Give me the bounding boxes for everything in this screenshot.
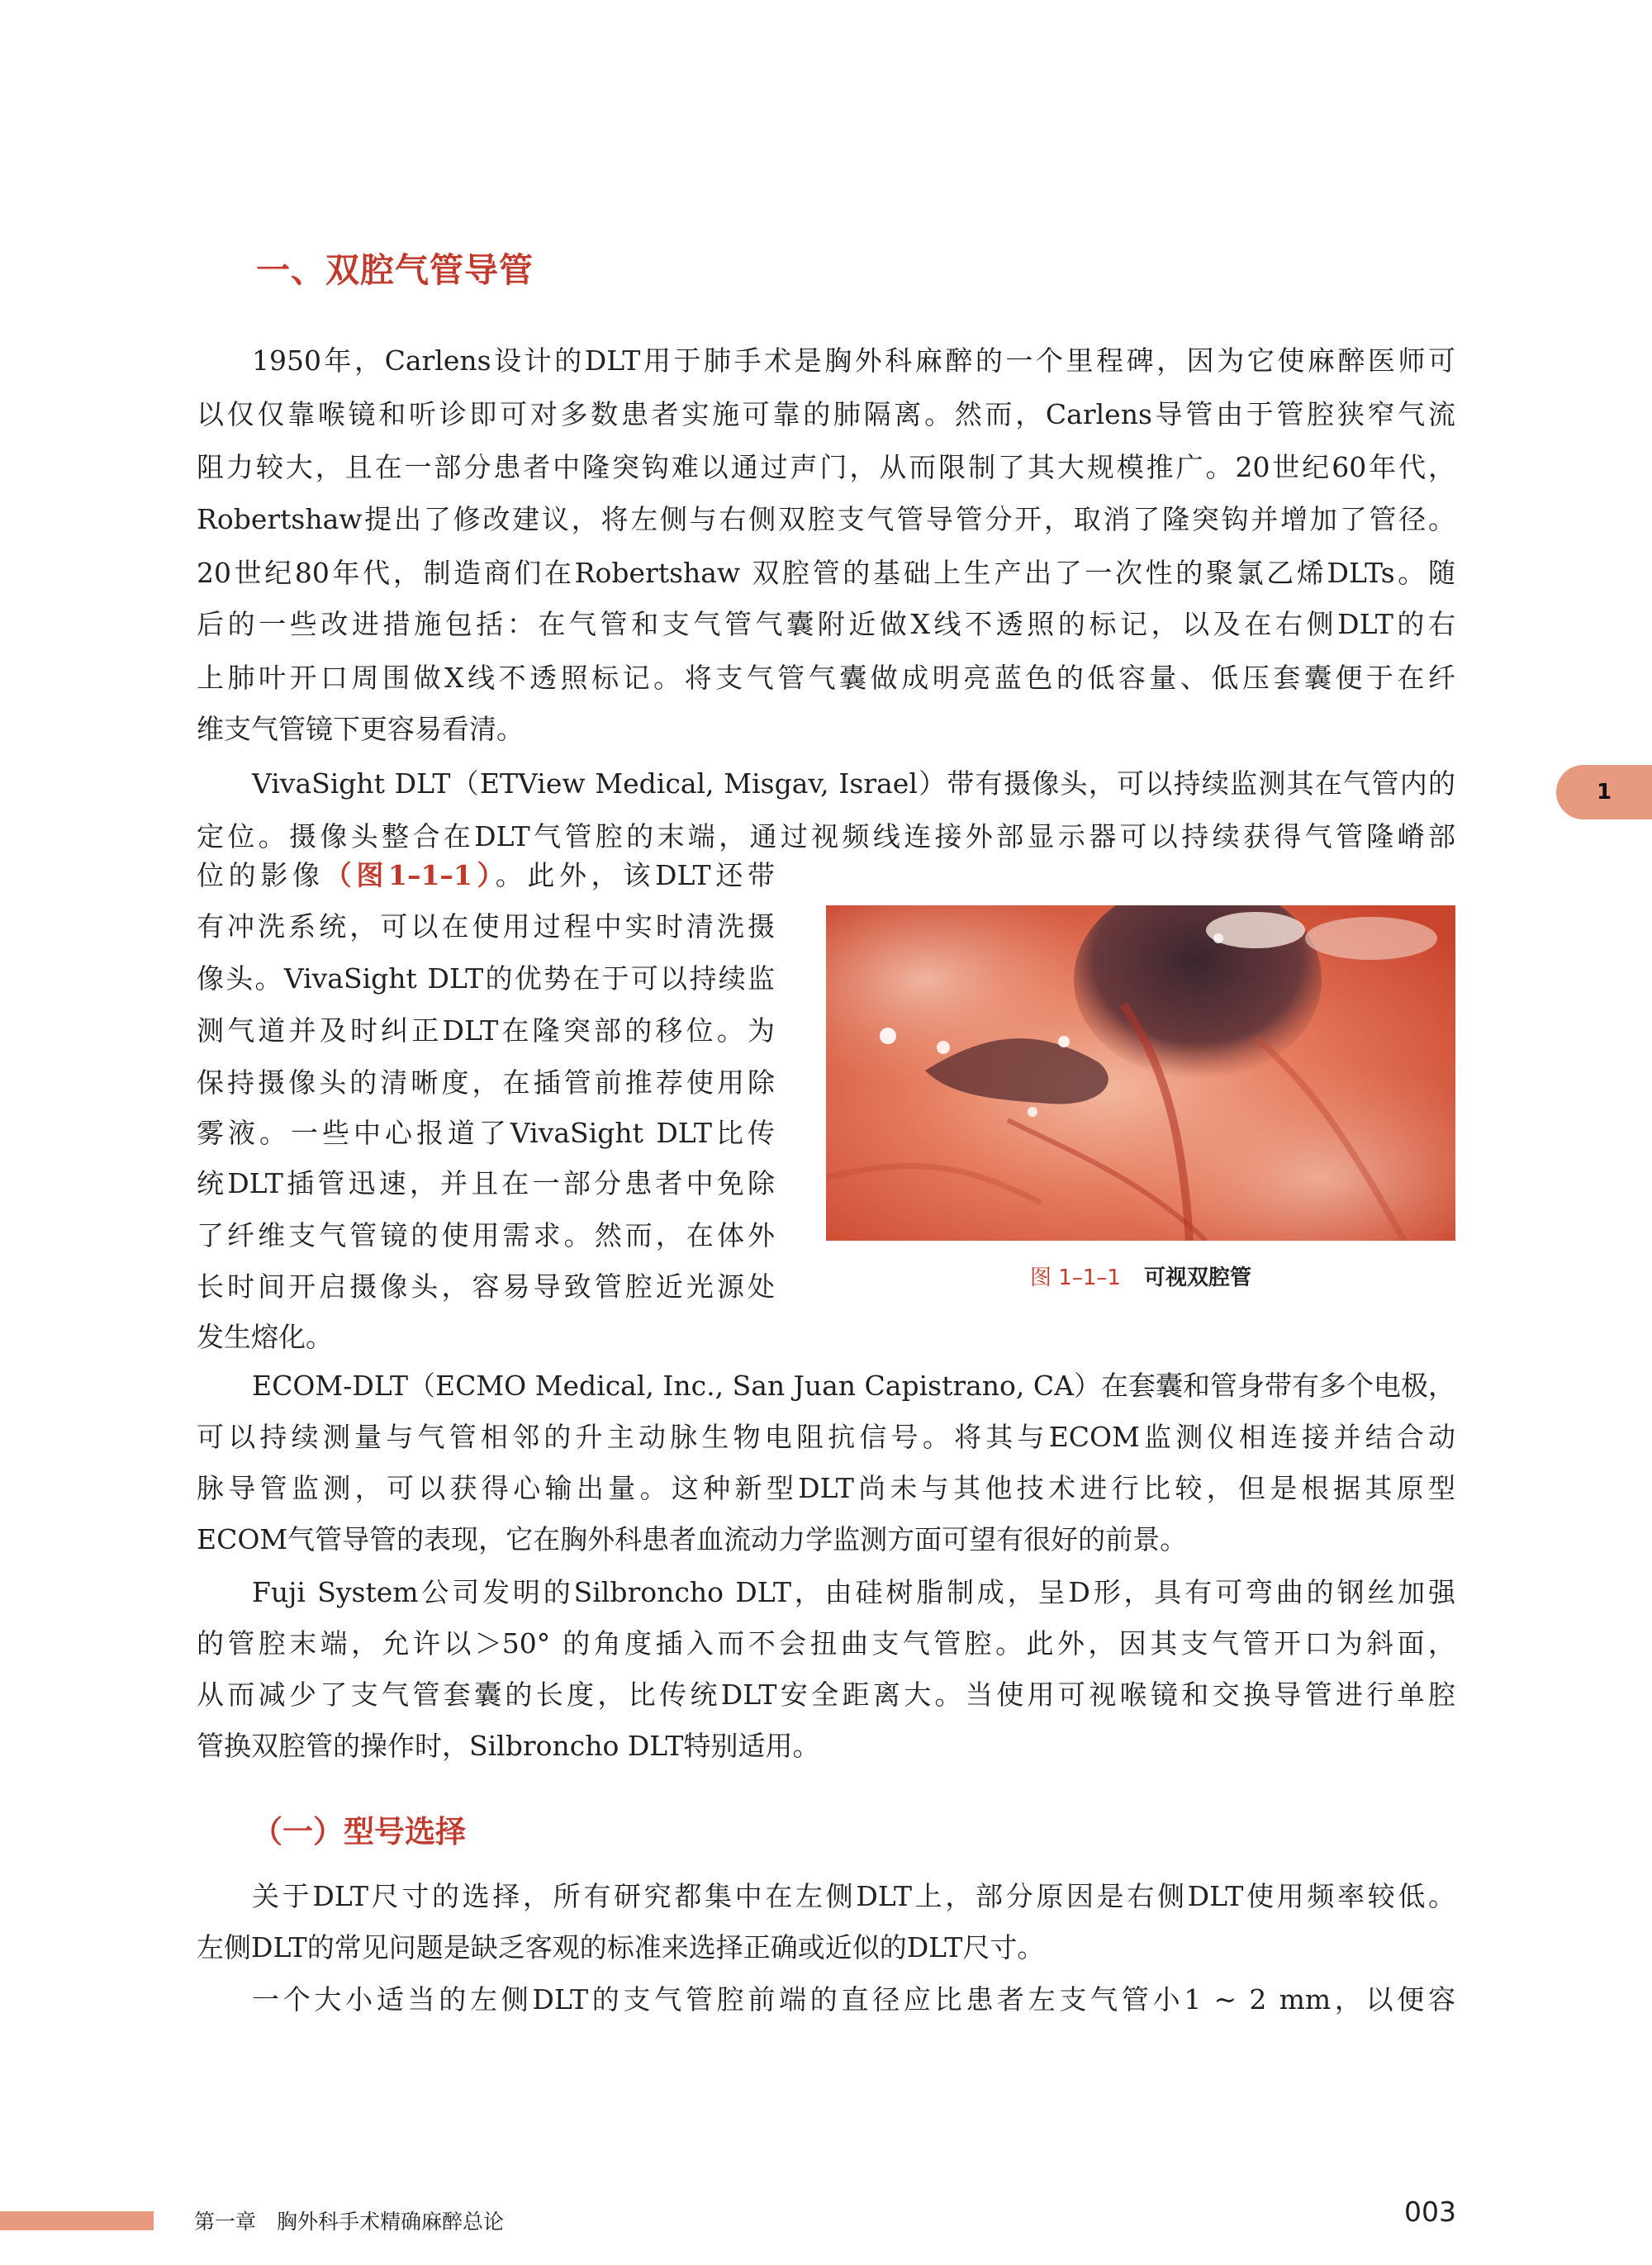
paragraph-line: 测气道并及时纠正DLT在隆突部的移位。为 (197, 1014, 775, 1047)
page-number: 003 (1404, 2196, 1456, 2228)
figure-number: 图 1–1–1 (1030, 1265, 1121, 1290)
paragraph-line: 后的一些改进措施包括：在气管和支气管气囊附近做X线不透照的标记，以及在右侧DLT的右 (197, 608, 1455, 640)
paragraph-line: ECOM气管导管的表现，它在胸外科患者血流动力学监测方面可望有很好的前景。 (197, 1523, 1188, 1555)
paragraph-line: 可以持续测量与气管相邻的升主动脉生物电阻抗信号。将其与ECOM监测仪相连接并结合动 (197, 1421, 1455, 1453)
paragraph-line: 上肺叶开口周围做X线不透照标记。将支气管气囊做成明亮蓝色的低容量、低压套囊便于在纤 (197, 662, 1455, 694)
paragraph-line: 一个大小适当的左侧DLT的支气管腔前端的直径应比患者左支气管小1 ~ 2 mm，以便容 (252, 1983, 1455, 2016)
paragraph-line: ECOM-DLT（ECMO Medical, Inc., San Juan Capistrano, CA）在套囊和管身带有多个电极， (252, 1370, 1455, 1402)
paragraph-line: 从而减少了支气管套囊的长度，比传统DLT安全距离大。当使用可视喉镜和交换导管进行单腔 (197, 1679, 1455, 1711)
endoscope-view-icon (826, 905, 1455, 1241)
endoscopic-figure-image (826, 905, 1455, 1241)
paragraph-line: 维支气管镜下更容易看清。 (197, 713, 524, 745)
paragraph-line: 统DLT插管迅速，并且在一部分患者中免除 (197, 1167, 775, 1199)
subsection-title: （一）型号选择 (252, 1814, 466, 1850)
footer-chapter-title: 第一章 胸外科手术精确麻醉总论 (194, 2210, 505, 2234)
paragraph-line: 雾液。一些中心报道了VivaSight DLT比传 (197, 1117, 775, 1149)
paragraph-line: 位的影像（图1–1–1）。此外，该DLT还带 (197, 859, 776, 891)
paragraph-line: 20世纪80年代，制造商们在Robertshaw 双腔管的基础上生产出了一次性的聚氯乙烯DLTs。随 (197, 557, 1455, 589)
paragraph-line: VivaSight DLT（ETView Medical, Misgav, Israel）带有摄像头，可以持续监测其在气管内的 (252, 767, 1455, 800)
section-title: 一、双腔气管导管 (256, 250, 534, 290)
paragraph-line: Robertshaw提出了修改建议，将左侧与右侧双腔支气管导管分开，取消了隆突钩并增加了管径。 (197, 503, 1455, 535)
footer-accent-bar (0, 2211, 154, 2230)
paragraph-line: 发生熔化。 (197, 1321, 333, 1353)
paragraph-line: 像头。VivaSight DLT的优势在于可以持续监 (197, 962, 775, 995)
paragraph-line: 了纤维支气管镜的使用需求。然而，在体外 (197, 1219, 775, 1251)
paragraph-line: 以仅仅靠喉镜和听诊即可对多数患者实施可靠的肺隔离。然而，Carlens导管由于管腔狭窄气流 (197, 398, 1455, 430)
chapter-side-tab: 1 (1556, 765, 1652, 819)
paragraph-line: 1950年，Carlens设计的DLT用于肺手术是胸外科麻醉的一个里程碑，因为它使麻醉医师可 (252, 344, 1455, 377)
paragraph-line: 有冲洗系统，可以在使用过程中实时清洗摄 (197, 910, 775, 943)
paragraph-line: 脉导管监测，可以获得心输出量。这种新型DLT尚未与其他技术进行比较，但是根据其原型 (197, 1472, 1455, 1504)
paragraph-line: 关于DLT尺寸的选择，所有研究都集中在左侧DLT上，部分原因是右侧DLT使用频率较低。 (252, 1880, 1455, 1912)
paragraph-line: 左侧DLT的常见问题是缺乏客观的标准来选择正确或近似的DLT尺寸。 (197, 1931, 1045, 1963)
figure-reference[interactable]: （图1–1–1） (324, 859, 496, 891)
paragraph-line: 管换双腔管的操作时，Silbroncho DLT特别适用。 (197, 1730, 820, 1762)
paragraph-line: Fuji System公司发明的Silbroncho DLT，由硅树脂制成，呈D形，具有可弯曲的钢丝加强 (252, 1576, 1455, 1608)
paragraph-line: 阻力较大，且在一部分患者中隆突钩难以通过声门，从而限制了其大规模推广。20世纪60年代， (197, 451, 1455, 483)
paragraph-line: 长时间开启摄像头，容易导致管腔近光源处 (197, 1270, 775, 1303)
paragraph-line: 的管腔末端，允许以＞50° 的角度插入而不会扭曲支气管腔。此外，因其支气管开口为斜面， (197, 1627, 1455, 1660)
figure-caption (826, 1261, 1455, 1291)
paragraph-line: 定位。摄像头整合在DLT气管腔的末端，通过视频线连接外部显示器可以持续获得气管隆嵴部 (197, 820, 1455, 852)
paragraph-line: 保持摄像头的清晰度，在插管前推荐使用除 (197, 1066, 775, 1099)
figure-title: 可视双腔管 (1143, 1265, 1251, 1290)
